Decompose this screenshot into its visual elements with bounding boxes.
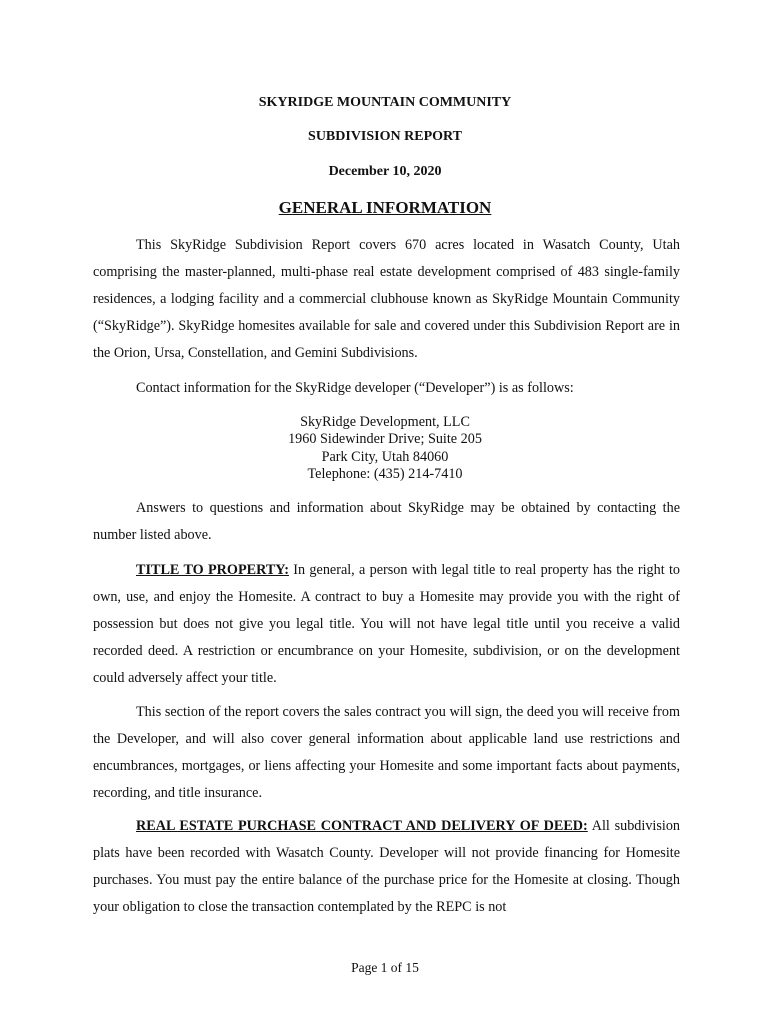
contact-intro-paragraph: Contact information for the SkyRidge developer (“Developer”) is as follows: [136, 380, 574, 396]
page-number: Page 1 of 15 [351, 960, 419, 975]
report-type: SUBDIVISION REPORT [308, 129, 462, 144]
intro-paragraph: This SkyRidge Subdivision Report covers 670 acres located in Wasatch County, Utah comprising the master-planned, multi-phase real estate development comprised of 483 single-family residences, a lodging facility and a commercial clubhouse known as SkyRidge Mountain Community (“SkyRidge”). SkyRidge homesites available for sale and covered under this Subdivision Report are in the Orion, Ursa, Constellation, and Gemini Subdivisions. [93, 237, 680, 361]
address-phone: Telephone: (435) 214-7410 [307, 466, 463, 482]
title-to-property-heading: TITLE TO PROPERTY: [136, 562, 289, 578]
title-to-property-paragraph [93, 557, 680, 692]
section-covers-paragraph: This section of the report covers the sales contract you will sign, the deed you will receive from the Developer, and will also cover general information about applicable land use restrictions and encumbrances, mortgages, or liens affecting your Homesite and some important facts about payments, recording, and title insurance. [93, 704, 680, 801]
repc-paragraph [93, 813, 680, 921]
section-title: GENERAL INFORMATION [278, 198, 492, 217]
report-community-name: SKYRIDGE MOUNTAIN COMMUNITY [258, 95, 512, 110]
address-city: Park City, Utah 84060 [321, 449, 449, 465]
address-street: 1960 Sidewinder Drive; Suite 205 [288, 431, 482, 447]
repc-body: All subdivision plats have been recorded with Wasatch County. Developer will not provide financing for Homesite purchases. You must pay the entire balance of the purchase price for the Homesite at closing. Though your obligation to close the transaction contemplated by the REPC is not [93, 818, 681, 915]
report-date: December 10, 2020 [328, 164, 442, 179]
repc-heading: REAL ESTATE PURCHASE CONTRACT AND DELIVERY OF DEED: [136, 818, 588, 834]
title-to-property-body: In general, a person with legal title to real property has the right to own, use, and enjoy the Homesite. A contract to buy a Homesite may provide you with the right of possession but does not give you legal title. You will not have legal title until you receive a valid recorded deed. A restriction or encumbrance on your Homesite, subdivision, or on the development could adversely affect your title. [93, 562, 681, 686]
address-company: SkyRidge Development, LLC [300, 414, 470, 430]
answers-paragraph: Answers to questions and information about SkyRidge may be obtained by contacting the number listed above. [93, 500, 680, 543]
